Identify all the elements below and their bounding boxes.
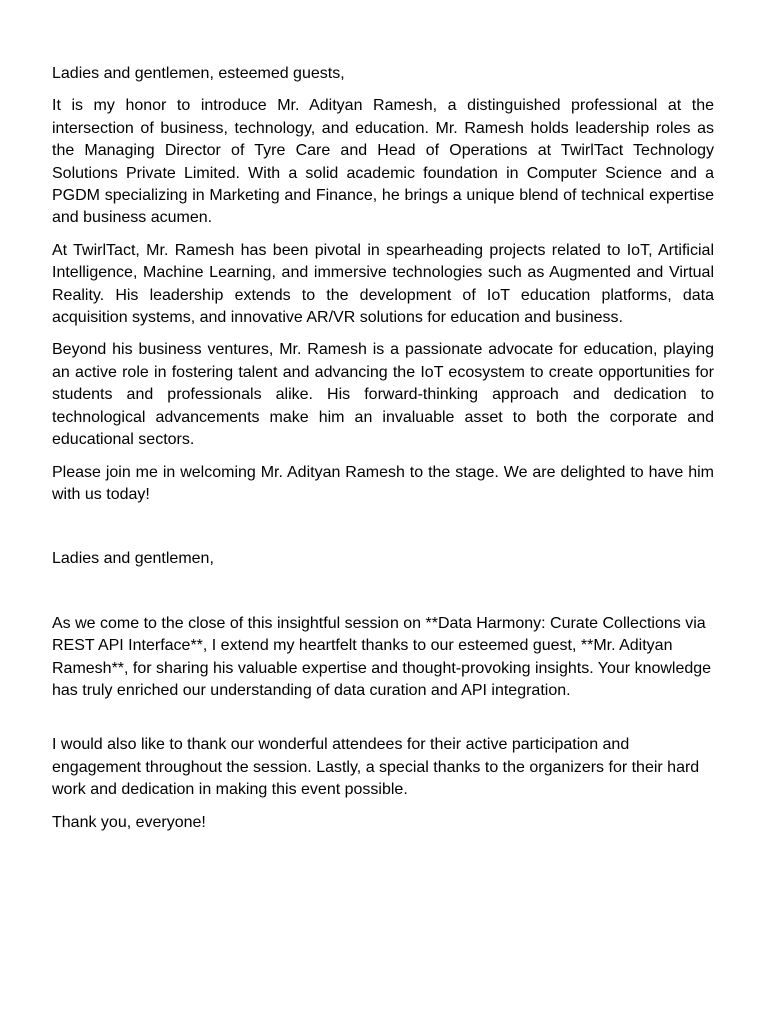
intro-paragraph-3: Beyond his business ventures, Mr. Ramesh is a passionate advocate for education, playing an active role in fostering talent and advancing the IoT ecosystem to create opportunities for students and professionals alike. His forward-thinking approach and dedication to technological advancements make him an invaluable asset to both the corporate and educational sectors. (52, 341, 714, 449)
intro-paragraph-1: It is my honor to introduce Mr. Adityan Ramesh, a distinguished professional at the intersection of business, technology, and education. Mr. Ramesh holds leadership roles as the Managing Director of Tyre Care and Head of Operations at TwirlTact Technology Solutions Private Limited. With a solid academic foundation in Computer Science and a PGDM specializing in Marketing and Finance, he brings a unique blend of technical expertise and business acumen. (52, 97, 714, 227)
intro-paragraph-2: At TwirlTact, Mr. Ramesh has been pivotal in spearheading projects related to IoT, Artificial Intelligence, Machine Learning, and immersive technologies such as Augmented and Virtual Reality. His leadership extends to the development of IoT education platforms, data acquisition systems, and innovative AR/VR solutions for education and business. (52, 241, 714, 327)
intro-paragraph-4: Please join me in welcoming Mr. Adityan Ramesh to the stage. We are delighted to have him with us today! (52, 463, 714, 503)
intro-salutation: Ladies and gentlemen, esteemed guests, (52, 65, 345, 82)
thanks-paragraph-2: I would also like to thank our wonderful attendees for their active participation and engagement throughout the session. Lastly, a special thanks to the organizers for their hard work and dedication in making this event possible. (52, 736, 700, 799)
thanks-closing: Thank you, everyone! (52, 813, 206, 831)
document-page (52, 63, 714, 844)
thanks-salutation: Ladies and gentlemen, (52, 550, 214, 568)
thanks-paragraph-1: As we come to the close of this insightful session on **Data Harmony: Curate Collections via REST API Interface**, I extend my heartfelt thanks to our esteemed guest, **Mr. Adityan Ramesh**, for sharing his valuable expertise and thought-provoking insights. Your knowledge has truly enriched our understanding of data curation and API integration. (52, 614, 712, 699)
